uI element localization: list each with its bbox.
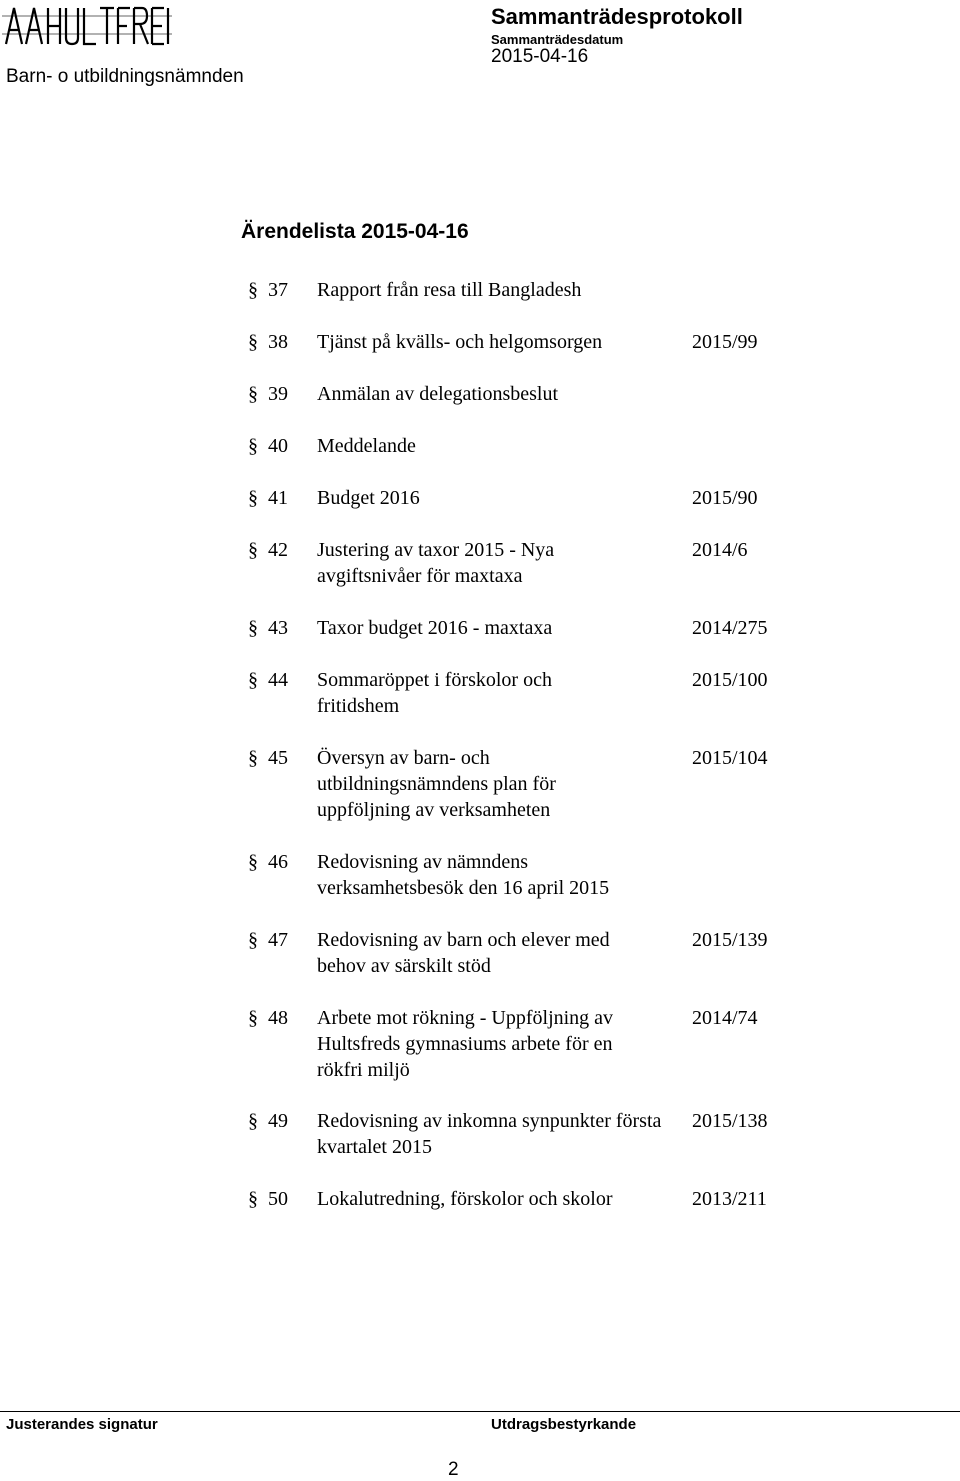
item-reference: 2014/275 [692, 617, 768, 639]
item-title: Arbete mot rökning - Uppföljning av Hultsfreds gymnasiums arbete för en rökfri miljö [317, 1007, 614, 1081]
section-sign: § [248, 383, 258, 405]
item-number: 37 [268, 279, 288, 301]
item-reference: 2015/100 [692, 669, 768, 691]
item-title: Redovisning av barn och elever med behov av särskilt stöd [317, 929, 610, 977]
organization-name: Barn- o utbildningsnämnden [6, 66, 244, 87]
item-reference: 2013/211 [692, 1188, 767, 1210]
item-number: 40 [268, 435, 288, 457]
item-reference: 2015/139 [692, 929, 768, 951]
item-number: 50 [268, 1188, 288, 1210]
section-sign: § [248, 747, 258, 769]
item-reference: 2015/90 [692, 487, 758, 509]
section-sign: § [248, 539, 258, 561]
item-title: Anmälan av delegationsbeslut [317, 383, 559, 405]
item-number: 42 [268, 539, 288, 561]
section-sign: § [248, 851, 258, 873]
meeting-date-label: Sammanträdesdatum [491, 32, 624, 47]
item-number: 48 [268, 1007, 288, 1029]
section-sign: § [248, 669, 258, 691]
item-reference: 2015/104 [692, 747, 768, 769]
document-title: Sammanträdesprotokoll [491, 4, 743, 29]
item-number: 38 [268, 331, 288, 353]
item-reference: 2015/138 [692, 1110, 768, 1132]
item-number: 43 [268, 617, 288, 639]
item-title: Rapport från resa till Bangladesh [317, 279, 582, 301]
item-title: Sommaröppet i förskolor och fritidshem [317, 669, 552, 717]
item-number: 41 [268, 487, 288, 509]
item-number: 49 [268, 1110, 288, 1132]
item-number: 45 [268, 747, 288, 769]
section-sign: § [248, 435, 258, 457]
signature-divider [0, 1411, 960, 1412]
section-sign: § [248, 929, 258, 951]
signature-label: Justerandes signatur [6, 1416, 158, 1433]
section-sign: § [248, 331, 258, 353]
item-title: Redovisning av nämndens verksamhetsbesök den 16 april 2015 [317, 851, 610, 899]
section-sign: § [248, 1110, 258, 1132]
item-number: 39 [268, 383, 288, 405]
item-number: 44 [268, 669, 288, 691]
item-number: 46 [268, 851, 288, 873]
municipality-logo-icon [2, 2, 172, 46]
section-sign: § [248, 487, 258, 509]
section-sign: § [248, 279, 258, 301]
item-title: Budget 2016 [317, 487, 420, 509]
item-title: Tjänst på kvälls- och helgomsorgen [317, 331, 603, 353]
item-title: Översyn av barn- och utbildningsnämndens plan för uppföljning av verksamheten [317, 747, 556, 821]
item-title: Justering av taxor 2015 - Nya avgiftsnivåer för maxtaxa [317, 539, 555, 587]
meeting-date-value: 2015-04-16 [491, 46, 589, 67]
item-number: 47 [268, 929, 288, 951]
agenda-heading: Ärendelista 2015-04-16 [241, 220, 469, 243]
item-reference: 2014/74 [692, 1007, 758, 1029]
item-reference: 2014/6 [692, 539, 748, 561]
item-reference: 2015/99 [692, 331, 758, 353]
item-title: Meddelande [317, 435, 416, 457]
section-sign: § [248, 617, 258, 639]
section-sign: § [248, 1007, 258, 1029]
page-number: 2 [448, 1459, 459, 1480]
extract-certification-label: Utdragsbestyrkande [491, 1416, 637, 1433]
section-sign: § [248, 1188, 258, 1210]
item-title: Taxor budget 2016 - maxtaxa [317, 617, 553, 639]
item-title: Redovisning av inkomna synpunkter första kvartalet 2015 [317, 1110, 662, 1158]
item-title: Lokalutredning, förskolor och skolor [317, 1188, 613, 1210]
